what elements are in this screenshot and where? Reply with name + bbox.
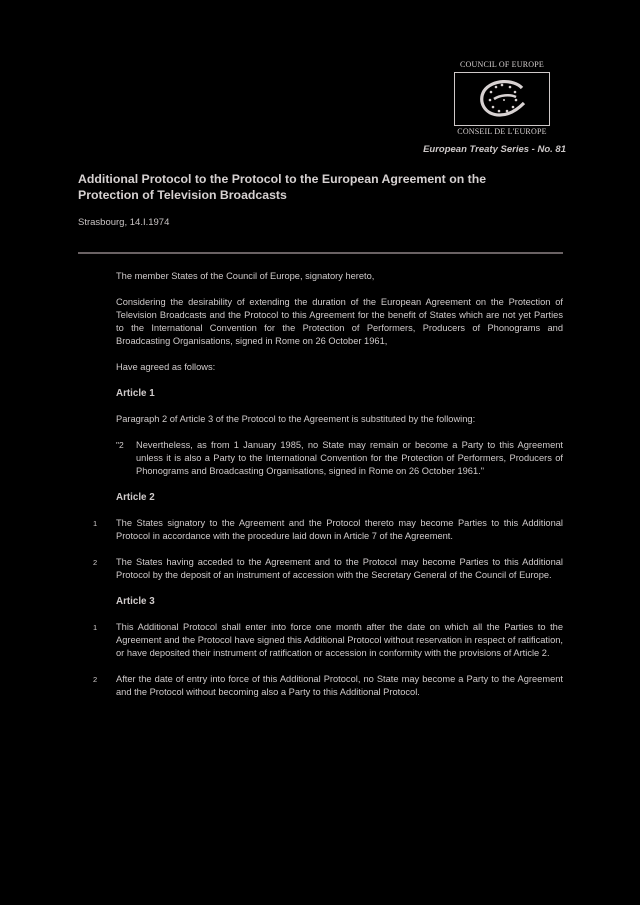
article-1-intro: Paragraph 2 of Article 3 of the Protocol to the Agreement is substituted by the following: — [116, 414, 476, 424]
preamble-intro: The member States of the Council of Europe, signatory hereto, — [116, 271, 375, 281]
document-body — [93, 270, 563, 712]
treaty-series-number: European Treaty Series - No. 81 — [423, 144, 566, 155]
logo-bottom-text: CONSEIL DE L'EUROPE — [457, 127, 547, 136]
place-date: Strasbourg, 14.I.1974 — [78, 217, 170, 228]
paragraph-text: The States having acceded to the Agreement and to the Protocol may become Parties to this Additional Protocol by the deposit of an instrument of accession with the Secretary General of the Council of Europe. — [116, 557, 563, 580]
preamble-considering: Considering the desirability of extending the duration of the European Agreement on the Protection of Television Broadcasts and the Protocol to this Agreement for the benefit of States which are not yet Parties to the International Convention for the Protection of Performers, Producers of Phonograms and Broadcasting Organisations, signed in Rome on 26 October 1961, — [116, 297, 563, 346]
article-3-paragraph-1 — [93, 621, 563, 660]
logo-top-text: COUNCIL OF EUROPE — [460, 60, 544, 69]
quote-paragraph-number: "2 — [116, 440, 124, 450]
council-of-europe-emblem-icon — [470, 75, 534, 123]
article-2-heading: Article 2 — [116, 492, 155, 503]
article-3-paragraph-2 — [93, 673, 563, 699]
article-2-paragraph-2 — [93, 556, 563, 582]
quote-text: Nevertheless, as from 1 January 1985, no State may remain or become a Party to this Agreement unless it is also a Party to the International Convention for the Protection of Performers, Producers of Phonograms and Broadcasting Organisations, signed in Rome on 26 October 1961." — [136, 440, 563, 476]
paragraph-text: After the date of entry into force of this Additional Protocol, no State may become a Party to the Agreement and the Protocol without becoming also a Party to this Additional Protocol. — [116, 674, 563, 697]
council-of-europe-logo — [450, 60, 554, 137]
logo-emblem-box — [454, 72, 550, 126]
article-1-heading: Article 1 — [116, 388, 155, 399]
paragraph-number: 2 — [93, 675, 98, 684]
article-2-paragraph-1 — [93, 517, 563, 543]
document-title: Additional Protocol to the Protocol to the European Agreement on the Protection of Television Broadcasts — [78, 172, 487, 202]
paragraph-number: 1 — [93, 519, 98, 528]
horizontal-divider — [78, 252, 563, 254]
preamble-agreed: Have agreed as follows: — [116, 362, 216, 372]
paragraph-number: 1 — [93, 623, 98, 632]
article-3-heading: Article 3 — [116, 596, 155, 607]
paragraph-text: This Additional Protocol shall enter into force one month after the date on which all the Parties to the Agreement and the Protocol have signed this Additional Protocol without reservation in respect of ratification, or have deposited their instrument of ratification or accession in conformity with the provisions of Article 2. — [116, 622, 563, 658]
paragraph-text: The States signatory to the Agreement and the Protocol thereto may become Parties to this Additional Protocol in accordance with the procedure laid down in Article 7 of the Agreement. — [116, 518, 563, 541]
article-1-quoted-paragraph — [116, 439, 563, 478]
paragraph-number: 2 — [93, 558, 98, 567]
